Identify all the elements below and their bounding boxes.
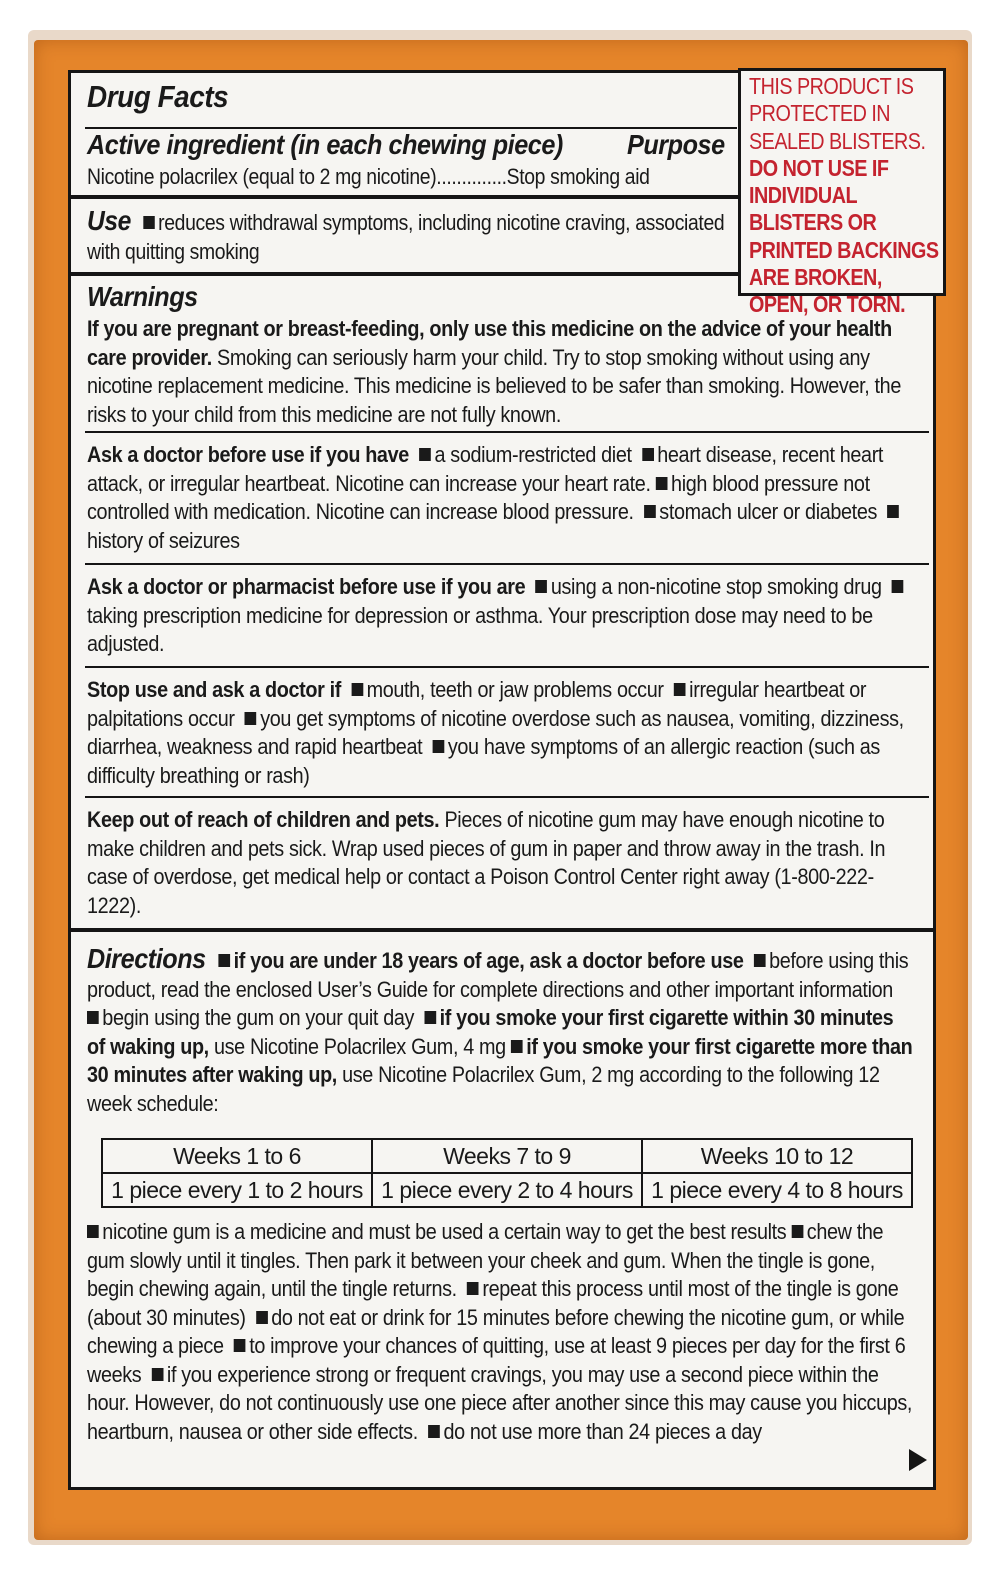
schedule-header: Weeks 10 to 12	[642, 1139, 912, 1173]
warnings-ask-doctor: Ask a doctor before use if you have a sodium-restricted diet heart disease, recent heart attack, or irregular heartbeat. Nicotine can increase your heart rate. high blood pressure not controlled with medication. Nicotine can increase blood pressure. stomach ulcer or diabetes history of seizures	[87, 441, 917, 555]
warnings-keep-out: Keep out of reach of children and pets. Pieces of nicotine gum may have enough nicotine to make children and pets sick. Wrap used pieces of gum in paper and throw away in the trash. In case of overdose, get medical help or contact a Poison Control Center right away (1-800-222-1222).	[87, 807, 886, 918]
bullet-icon	[892, 580, 904, 593]
directions-section: Directions if you are under 18 years of age, ask a doctor before use before using this product, read the enclosed User’s Guide for complete directions and other important information begin using the gum on your quit day if you smoke your first cigarette within 30 minutes of waking up, use Nicotine Polacrilex Gum, 4 mg if you smoke your first cigarette more than 30 minutes after waking up, use Nicotine Polacrilex Gum, 2 mg according to the following 12 week schedule:	[87, 943, 913, 1116]
bullet-icon	[87, 1011, 99, 1024]
bullet-icon	[234, 1339, 246, 1352]
schedule-header: Weeks 1 to 6	[102, 1139, 372, 1173]
warnings-rule-1	[85, 431, 929, 433]
use-rule	[71, 272, 739, 276]
warnings-rule-3	[85, 666, 929, 668]
bullet-icon	[467, 1282, 479, 1295]
bullet-icon	[656, 477, 668, 490]
active-ingredient-heading-row: Active ingredient (in each chewing piece) Purpose	[87, 129, 725, 160]
bullet-icon	[424, 1011, 436, 1024]
active-rule	[71, 195, 739, 199]
active-ingredient-line: Nicotine polacrilex (equal to 2 mg nicotine)..............Stop smoking aid	[87, 164, 650, 189]
use-heading: Use	[87, 205, 131, 236]
bullet-icon	[754, 954, 766, 967]
schedule-cell: 1 piece every 4 to 8 hours	[642, 1173, 912, 1207]
warnings-rule-2	[85, 563, 929, 565]
schedule-header: Weeks 7 to 9	[372, 1139, 642, 1173]
continue-arrow-icon	[909, 1449, 927, 1471]
purpose-heading: Purpose	[627, 129, 725, 160]
warnings-rule-4	[85, 796, 929, 798]
directions-continued: nicotine gum is a medicine and must be used a certain way to get the best results chew the gum slowly until it tingles. Then park it between your cheek and gum. When the tingle is gone, begin chewing again, until the tingle returns. repeat this process until most of the tingle is gone (about 30 minutes) do not eat or drink for 15 minutes before chewing the nicotine gum, or while chewing a piece to improve your chances of quitting, use at least 9 pieces per day for the first 6 weeks if you experience strong or frequent cravings, you may use a second piece within the hour. However, do not continuously use one piece after another since this may cause you hiccups, heartburn, nausea or other side effects. do not use more than 24 pieces a day	[87, 1219, 913, 1444]
bullet-icon	[511, 1040, 523, 1053]
schedule-cell: 1 piece every 2 to 4 hours	[372, 1173, 642, 1207]
table-row	[102, 1173, 912, 1207]
bullet-icon	[642, 448, 654, 461]
sealed-blister-notice: THIS PRODUCT IS PROTECTED IN SEALED BLISTERS. DO NOT USE IF INDIVIDUAL BLISTERS OR PRINTED BACKINGS ARE BROKEN, OPEN, OR TORN.	[738, 68, 946, 296]
warnings-pregnancy: If you are pregnant or breast-feeding, only use this medicine on the advice of your health care provider. Smoking can seriously harm your child. Try to stop smoking without using any nicotine replacement medicine. This medicine is believed to be safer than smoking. However, the risks to your child from this medicine are not fully known.	[87, 316, 901, 427]
directions-rule	[71, 928, 933, 932]
bullet-icon	[143, 216, 154, 229]
bullet-icon	[791, 1225, 803, 1238]
bullet-icon	[887, 505, 899, 518]
bullet-icon	[87, 1225, 99, 1238]
bullet-icon	[152, 1368, 164, 1381]
warnings-stop-use: Stop use and ask a doctor if mouth, teeth or jaw problems occur irregular heartbeat or palpitations occur you get symptoms of nicotine overdose such as nausea, vomiting, dizziness, diarrhea, weakness and rapid heartbeat you have symptoms of an allergic reaction (such as difficulty breathing or rash)	[87, 677, 904, 788]
bullet-icon	[351, 683, 363, 696]
bullet-icon	[433, 740, 445, 753]
warnings-heading: Warnings	[87, 281, 198, 312]
dosage-schedule-table	[101, 1138, 913, 1208]
directions-heading: Directions	[87, 943, 206, 974]
bullet-icon	[245, 712, 257, 725]
schedule-cell: 1 piece every 1 to 2 hours	[102, 1173, 372, 1207]
bullet-icon	[428, 1425, 440, 1438]
use-section: Use reduces withdrawal symptoms, including nicotine craving, associated with quitting smoking	[87, 205, 725, 264]
bullet-icon	[218, 954, 230, 967]
drug-facts-title: Drug Facts	[87, 79, 229, 114]
bullet-icon	[674, 683, 686, 696]
bullet-icon	[419, 448, 431, 461]
bullet-icon	[256, 1311, 268, 1324]
bullet-icon	[536, 580, 548, 593]
warnings-ask-pharmacist: Ask a doctor or pharmacist before use if you are using a non-nicotine stop smoking drug taking prescription medicine for depression or asthma. Your prescription dose may need to be adjusted.	[87, 573, 917, 659]
bullet-icon	[644, 505, 656, 518]
table-row	[102, 1139, 912, 1173]
